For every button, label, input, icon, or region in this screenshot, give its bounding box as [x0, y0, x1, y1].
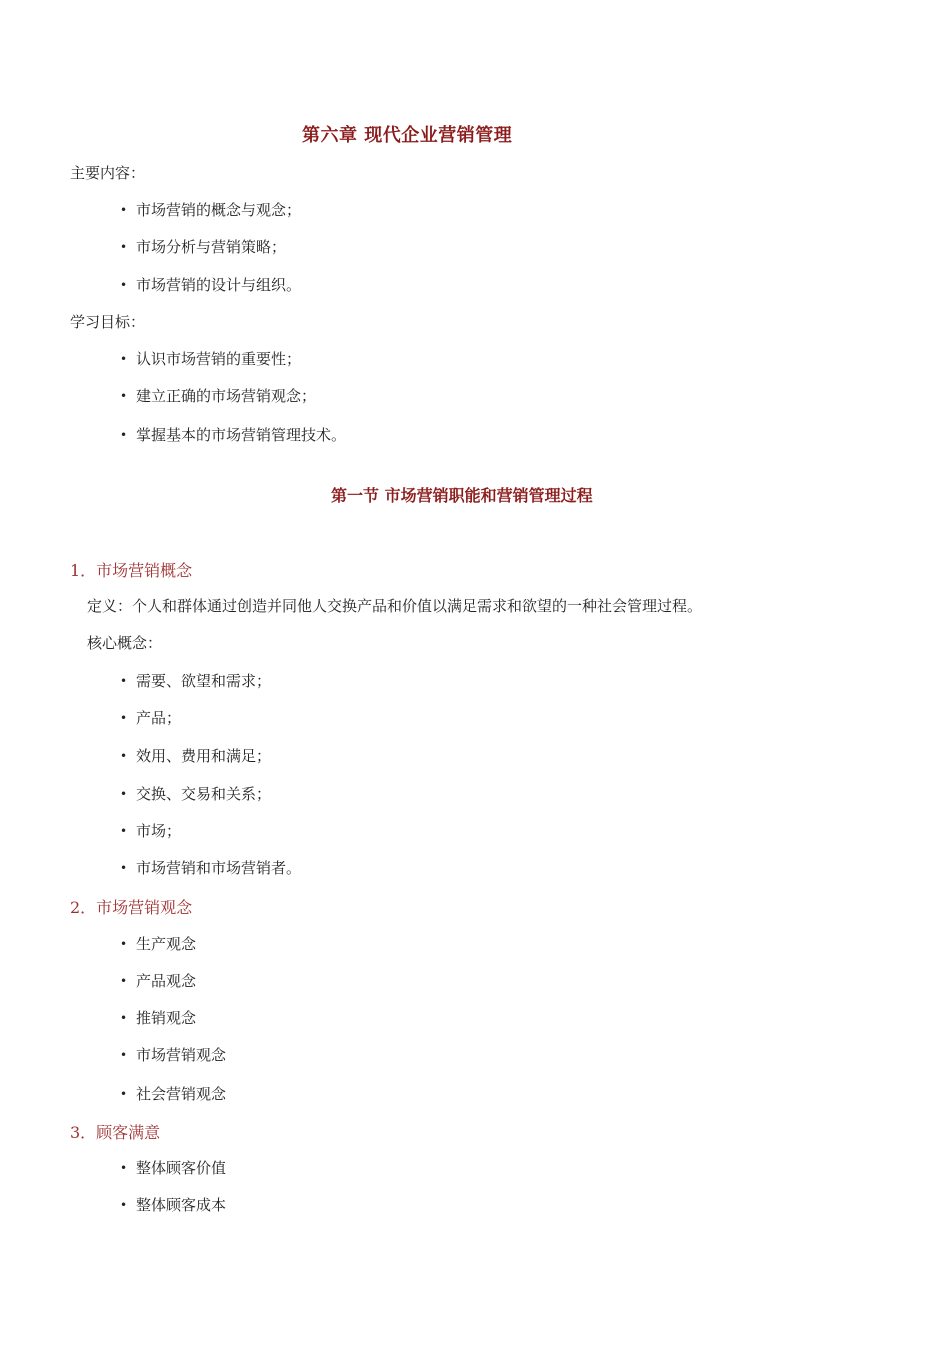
- bullet-icon: •: [120, 1048, 128, 1062]
- list-item: • 推销观念: [120, 1009, 197, 1027]
- part2-heading: 2．市场营销观念: [70, 898, 193, 917]
- list-item: • 产品观念: [120, 972, 197, 990]
- part3-heading: 3．顾客满意: [70, 1123, 161, 1142]
- bullet-icon: •: [120, 352, 128, 366]
- list-item: • 产品；: [120, 709, 182, 727]
- bullet-icon: •: [120, 749, 128, 763]
- bullet-icon: •: [120, 278, 128, 292]
- list-item: • 建立正确的市场营销观念；: [120, 387, 317, 405]
- bullet-icon: •: [120, 240, 128, 254]
- list-item: • 市场营销的概念与观念；: [120, 201, 302, 219]
- list-item: • 整体顾客价值: [120, 1159, 227, 1177]
- list-item: • 市场分析与营销策略；: [120, 238, 287, 256]
- list-item: • 认识市场营销的重要性；: [120, 350, 302, 368]
- list-item: • 交换、交易和关系；: [120, 785, 272, 803]
- bullet-icon: •: [120, 974, 128, 988]
- bullet-icon: •: [120, 1198, 128, 1212]
- main-content-label: 主要内容：: [70, 164, 146, 182]
- bullet-icon: •: [120, 1011, 128, 1025]
- bullet-icon: •: [120, 674, 128, 688]
- bullet-icon: •: [120, 937, 128, 951]
- list-item: • 掌握基本的市场营销管理技术。: [120, 426, 347, 444]
- bullet-icon: •: [120, 203, 128, 217]
- bullet-icon: •: [120, 1087, 128, 1101]
- learning-goals-label: 学习目标：: [70, 313, 146, 331]
- list-item: • 效用、费用和满足；: [120, 747, 272, 765]
- list-item: • 整体顾客成本: [120, 1196, 227, 1214]
- core-concepts-label: 核心概念：: [87, 634, 163, 652]
- bullet-icon: •: [120, 824, 128, 838]
- bullet-icon: •: [120, 389, 128, 403]
- list-item: • 市场营销和市场营销者。: [120, 859, 302, 877]
- bullet-icon: •: [120, 1161, 128, 1175]
- list-item: • 市场；: [120, 822, 182, 840]
- list-item: • 市场营销的设计与组织。: [120, 276, 302, 294]
- definition-text: 定义：个人和群体通过创造并同他人交换产品和价值以满足需求和欲望的一种社会管理过程。: [87, 597, 703, 615]
- part1-heading: 1．市场营销概念: [70, 561, 193, 580]
- section-title: 第一节 市场营销职能和营销管理过程: [331, 486, 593, 505]
- chapter-title: 第六章 现代企业营销管理: [302, 125, 513, 146]
- list-item: • 需要、欲望和需求；: [120, 672, 272, 690]
- list-item: • 生产观念: [120, 935, 197, 953]
- bullet-icon: •: [120, 787, 128, 801]
- bullet-icon: •: [120, 861, 128, 875]
- bullet-icon: •: [120, 711, 128, 725]
- list-item: • 市场营销观念: [120, 1046, 227, 1064]
- list-item: • 社会营销观念: [120, 1085, 227, 1103]
- bullet-icon: •: [120, 428, 128, 442]
